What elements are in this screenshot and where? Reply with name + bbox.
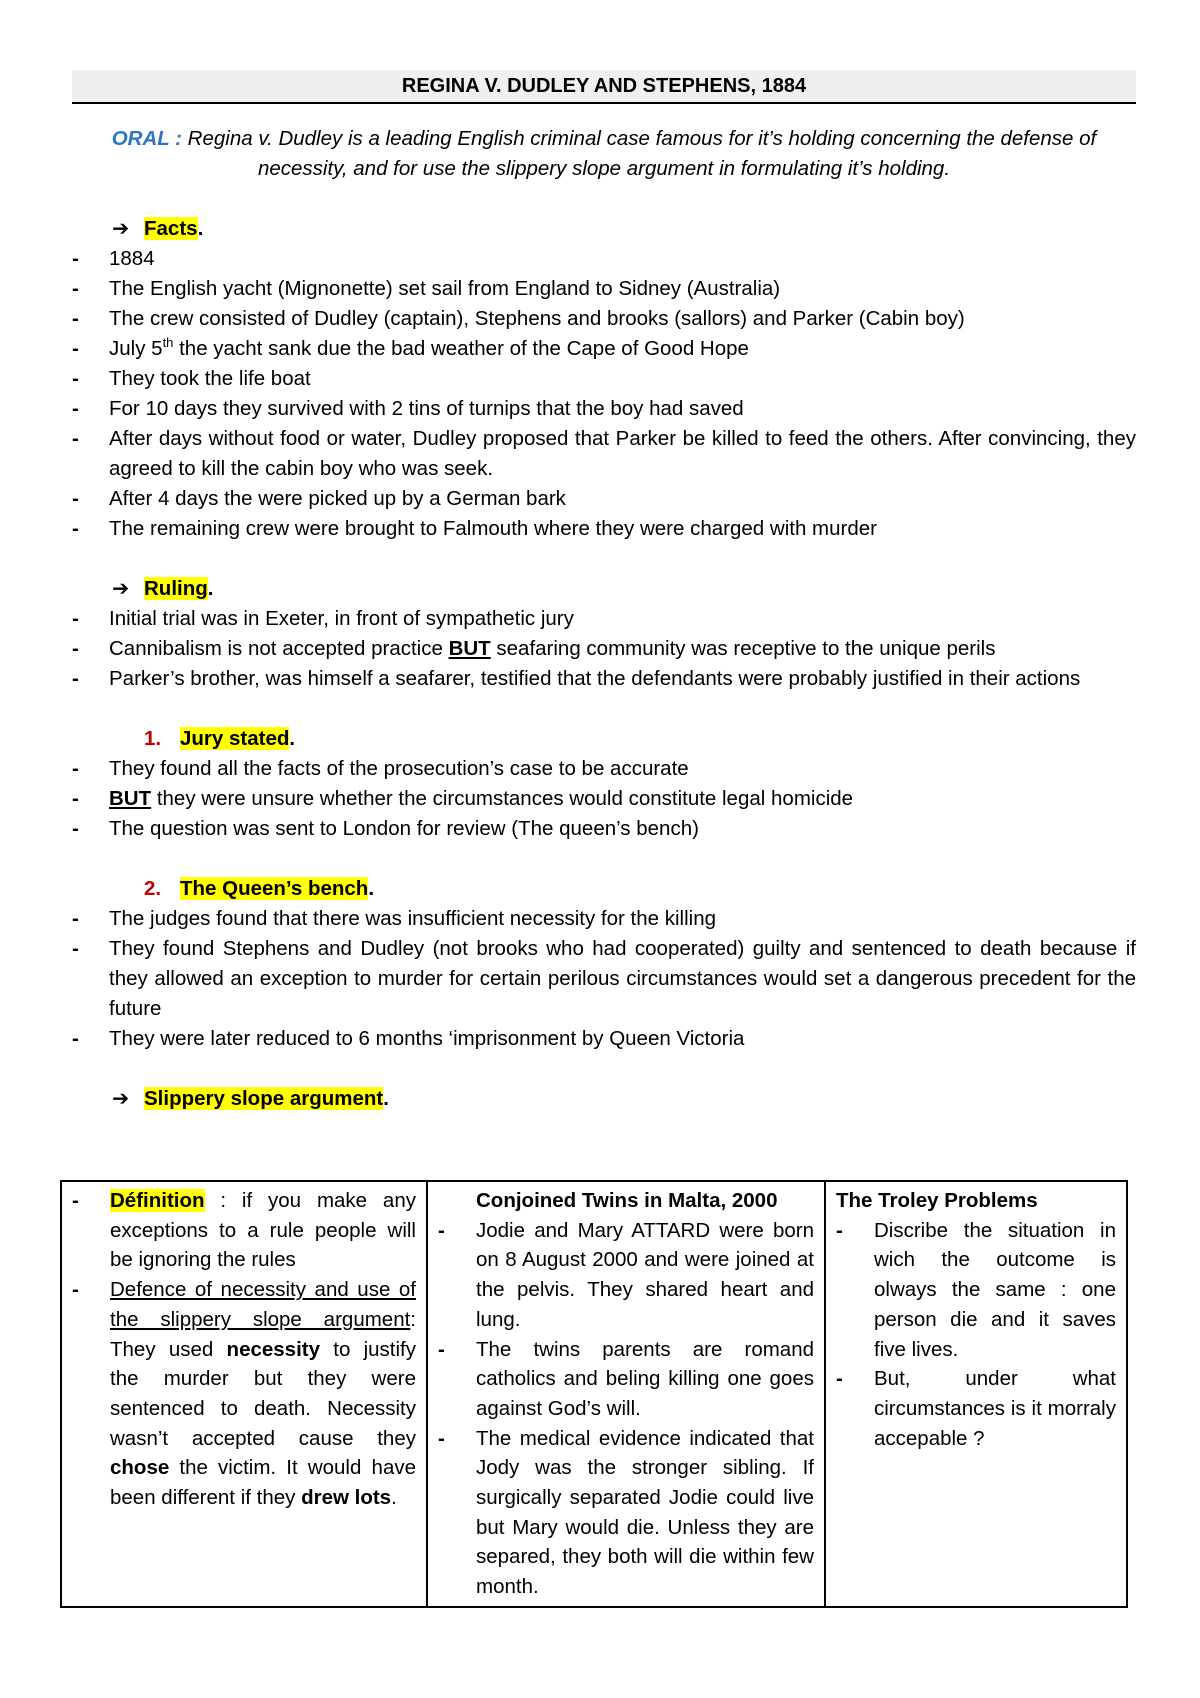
arrow-right-icon: ➔ xyxy=(112,217,130,240)
definition-cell xyxy=(61,1181,427,1607)
list-item: - The remaining crew were brought to Falmouth where they were charged with murder xyxy=(72,514,1136,544)
conjoined-twins-cell xyxy=(427,1181,825,1607)
dash-bullet: - xyxy=(72,817,79,840)
dash-bullet: - xyxy=(438,1218,445,1242)
list-item: - The judges found that there was insufficient necessity for the killing xyxy=(72,904,1136,934)
list-item: - The medical evidence indicated that Jody was the stronger sibling. If surgically separated Jodie could live but Mary would die. Unless they are separed, they both will die within few month. xyxy=(438,1424,814,1602)
list-item: - After 4 days the were picked up by a German bark xyxy=(72,484,1136,514)
table-row xyxy=(61,1181,1127,1607)
oral-label: ORAL : xyxy=(111,127,182,150)
list-item: - Cannibalism is not accepted practice BUT seafaring community was receptive to the unique perils xyxy=(72,634,1136,664)
list-item: - 1884 xyxy=(72,244,1136,274)
trolley-problem-cell xyxy=(825,1181,1127,1607)
dash-bullet: - xyxy=(72,757,79,780)
list-item: - For 10 days they survived with 2 tins of turnips that the boy had saved xyxy=(72,394,1136,424)
list-item: - They found Stephens and Dudley (not brooks who had cooperated) guilty and sentenced to death because if they allowed an exception to murder for certain perilous circumstances would set a dangerous precedent for the future xyxy=(72,934,1136,1024)
ruling-heading: ➔ Ruling. xyxy=(72,574,1136,604)
dash-bullet: - xyxy=(72,337,79,360)
dash-bullet: - xyxy=(72,1027,79,1050)
queens-bench-heading-label: The Queen’s bench xyxy=(180,877,369,900)
jury-number: 1. xyxy=(144,727,162,750)
list-item: - Définition : if you make any exceptions to a rule people will be ignoring the rules xyxy=(72,1186,416,1275)
ruling-heading-label: Ruling xyxy=(144,577,208,600)
jury-heading: 1. Jury stated. xyxy=(72,724,1136,754)
list-item: - Jodie and Mary ATTARD were born on 8 August 2000 and were joined at the pelvis. They shared heart and lung. xyxy=(438,1216,814,1335)
trolley-problem-title: The Troley Problems xyxy=(836,1189,1038,1212)
dash-bullet: - xyxy=(72,937,79,960)
ruling-list xyxy=(72,604,1136,694)
dash-bullet: - xyxy=(438,1426,445,1450)
list-item: - After days without food or water, Dudley proposed that Parker be killed to feed the others. After convincing, they agreed to kill the cabin boy who was seek. xyxy=(72,424,1136,484)
dash-bullet: - xyxy=(72,907,79,930)
dash-bullet: - xyxy=(72,427,79,450)
list-item: - Parker’s brother, was himself a seafarer, testified that the defendants were probably justified in their actions xyxy=(72,664,1136,694)
queens-bench-list xyxy=(72,904,1136,1054)
queens-bench-number: 2. xyxy=(144,877,162,900)
jury-heading-label: Jury stated xyxy=(180,727,290,750)
oral-text: Regina v. Dudley is a leading English criminal case famous for it’s holding concerning the defense of necessity, and for use the slippery slope argument in formulating it’s holding. xyxy=(181,127,1097,180)
conjoined-twins-title: Conjoined Twins in Malta, 2000 xyxy=(476,1189,778,1212)
facts-heading-label: Facts xyxy=(144,217,198,240)
dash-bullet: - xyxy=(72,637,79,660)
list-item: - They took the life boat xyxy=(72,364,1136,394)
dash-bullet: - xyxy=(72,307,79,330)
list-item: - The question was sent to London for review (The queen’s bench) xyxy=(72,814,1136,844)
document-page xyxy=(72,70,1136,1114)
slippery-heading-label: Slippery slope argument xyxy=(144,1087,384,1110)
list-item: - The English yacht (Mignonette) set sail from England to Sidney (Australia) xyxy=(72,274,1136,304)
oral-summary xyxy=(72,124,1136,184)
list-item: - July 5th the yacht sank due the bad weather of the Cape of Good Hope xyxy=(72,334,1136,364)
dash-bullet: - xyxy=(836,1367,843,1391)
list-item: - BUT they were unsure whether the circumstances would constitute legal homicide xyxy=(72,784,1136,814)
list-item: - Initial trial was in Exeter, in front of sympathetic jury xyxy=(72,604,1136,634)
list-item: - Defence of necessity and use of the slippery slope argument: They used necessity to justify the murder but they were sentenced to death. Necessity wasn’t accepted cause they chose the victim. It would have been different if they drew lots. xyxy=(72,1275,416,1513)
dash-bullet: - xyxy=(72,487,79,510)
dash-bullet: - xyxy=(72,397,79,420)
dash-bullet: - xyxy=(836,1218,843,1242)
comparison-table xyxy=(60,1180,1128,1608)
dash-bullet: - xyxy=(72,787,79,810)
list-item: - They found all the facts of the prosecution’s case to be accurate xyxy=(72,754,1136,784)
dash-bullet: - xyxy=(72,667,79,690)
list-item: - But, under what circumstances is it morraly accepable ? xyxy=(836,1364,1116,1453)
dash-bullet: - xyxy=(72,1278,79,1302)
dash-bullet: - xyxy=(72,517,79,540)
facts-heading: ➔ Facts. xyxy=(72,214,1136,244)
list-item: - The crew consisted of Dudley (captain), Stephens and brooks (sallors) and Parker (Cabin boy) xyxy=(72,304,1136,334)
dash-bullet: - xyxy=(72,367,79,390)
arrow-right-icon: ➔ xyxy=(112,577,130,600)
slippery-heading: ➔ Slippery slope argument. xyxy=(72,1084,1136,1114)
dash-bullet: - xyxy=(72,1189,79,1212)
dash-bullet: - xyxy=(438,1337,445,1361)
list-item: - Discribe the situation in wich the outcome is olways the same : one person die and it saves five lives. xyxy=(836,1216,1116,1365)
queens-bench-heading: 2. The Queen’s bench. xyxy=(72,874,1136,904)
definition-label: Définition xyxy=(110,1189,205,1212)
list-item: - The twins parents are romand catholics and beling killing one goes against God’s will. xyxy=(438,1335,814,1424)
jury-list xyxy=(72,754,1136,844)
arrow-right-icon: ➔ xyxy=(112,1087,130,1110)
facts-list xyxy=(72,244,1136,544)
page-title: REGINA V. DUDLEY AND STEPHENS, 1884 xyxy=(72,70,1136,104)
dash-bullet: - xyxy=(72,607,79,630)
list-item: - They were later reduced to 6 months ‘imprisonment by Queen Victoria xyxy=(72,1024,1136,1054)
dash-bullet: - xyxy=(72,277,79,300)
dash-bullet: - xyxy=(72,247,79,270)
